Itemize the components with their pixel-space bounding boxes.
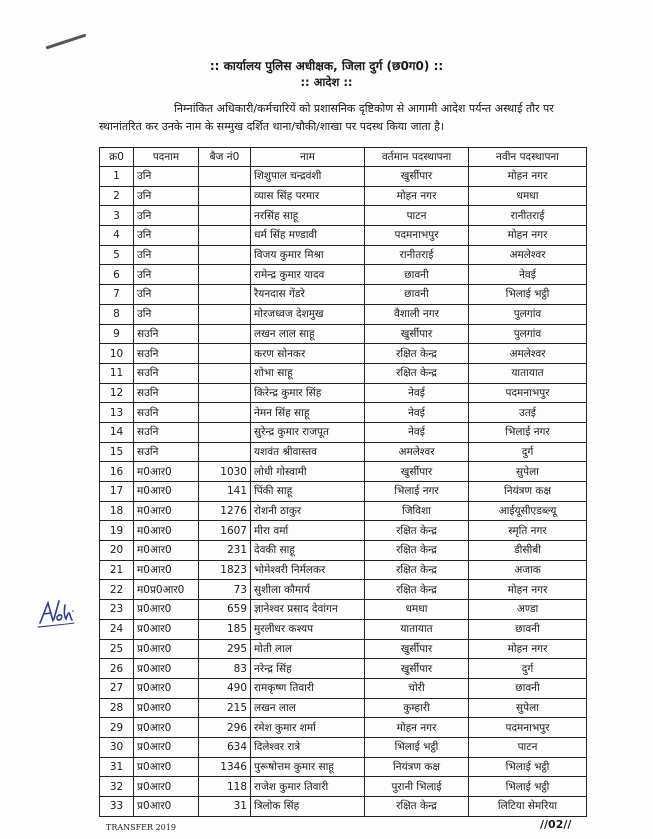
row-current-posting: पाटन xyxy=(365,206,469,226)
table-row xyxy=(100,285,587,305)
row-rank: उनि xyxy=(134,206,199,226)
table-row xyxy=(100,206,587,226)
row-name: धर्म सिंह मण्डावी xyxy=(251,226,365,246)
row-serial: 26 xyxy=(100,659,134,679)
table-row xyxy=(100,619,587,639)
row-rank: उनि xyxy=(134,245,199,265)
row-serial: 21 xyxy=(100,560,134,580)
row-new-posting: भिलाई भट्ठी xyxy=(469,757,587,777)
row-rank: उनि xyxy=(134,226,199,246)
row-rank: सउनि xyxy=(134,383,199,403)
row-current-posting: रक्षित केन्द्र xyxy=(365,797,469,817)
row-serial: 11 xyxy=(100,363,134,383)
row-serial: 29 xyxy=(100,718,134,738)
row-badge: 185 xyxy=(199,619,251,639)
row-rank: सउनि xyxy=(134,442,199,462)
row-current-posting: छावनी xyxy=(365,285,469,305)
row-rank: सउनि xyxy=(134,403,199,423)
page-number: //02// xyxy=(540,818,572,831)
transfer-table xyxy=(99,147,587,817)
row-current-posting: खुर्सीपार xyxy=(365,639,469,659)
row-rank: सउनि xyxy=(134,324,199,344)
row-current-posting: वैशाली नगर xyxy=(365,304,469,324)
col-current-posting: वर्तमान पदस्थापना xyxy=(365,148,469,167)
row-serial: 2 xyxy=(100,186,134,206)
row-name: नरेन्द्र सिंह xyxy=(251,659,365,679)
table-row xyxy=(100,639,587,659)
row-new-posting: दुर्ग xyxy=(469,442,587,462)
row-badge xyxy=(199,186,251,206)
pen-mark xyxy=(46,34,87,50)
row-rank: प्र0आर0 xyxy=(134,600,199,620)
row-serial: 8 xyxy=(100,304,134,324)
row-badge xyxy=(199,422,251,442)
row-current-posting: खुर्सीपार xyxy=(365,167,469,187)
row-badge: 141 xyxy=(199,482,251,502)
row-current-posting: भिलाई भट्ठी xyxy=(365,737,469,757)
row-current-posting: मोहन नगर xyxy=(365,186,469,206)
row-serial: 6 xyxy=(100,265,134,285)
row-badge xyxy=(199,403,251,423)
row-new-posting: रानीतराई xyxy=(469,206,587,226)
row-new-posting: भिलाई भट्ठी xyxy=(469,777,587,797)
row-new-posting: लिटिया सेमरिया xyxy=(469,797,587,817)
row-serial: 23 xyxy=(100,600,134,620)
row-name: विजय कुमार मिश्रा xyxy=(251,245,365,265)
row-current-posting: रक्षित केन्द्र xyxy=(365,541,469,561)
row-name: रोशनी ठाकुर xyxy=(251,501,365,521)
row-badge: 296 xyxy=(199,718,251,738)
row-serial: 25 xyxy=(100,639,134,659)
row-current-posting: चोरी xyxy=(365,678,469,698)
row-current-posting: नेवई xyxy=(365,383,469,403)
row-serial: 32 xyxy=(100,777,134,797)
row-new-posting: पुलगांव xyxy=(469,304,587,324)
row-badge: 215 xyxy=(199,698,251,718)
row-name: पुरूषोत्तम कुमार साहू xyxy=(251,757,365,777)
row-rank: प्र0आर0 xyxy=(134,619,199,639)
row-name: शोभा साहू xyxy=(251,363,365,383)
row-current-posting: नेवई xyxy=(365,403,469,423)
row-name: नरसिंह साहू xyxy=(251,206,365,226)
row-current-posting: नेवई xyxy=(365,422,469,442)
row-serial: 5 xyxy=(100,245,134,265)
row-new-posting: आईयूसीएडब्ल्यू xyxy=(469,501,587,521)
row-name: व्यास सिंह परमार xyxy=(251,186,365,206)
table-row xyxy=(100,580,587,600)
table-row xyxy=(100,560,587,580)
row-name: सुशीला कौमार्य xyxy=(251,580,365,600)
row-serial: 4 xyxy=(100,226,134,246)
row-badge xyxy=(199,206,251,226)
row-serial: 9 xyxy=(100,324,134,344)
table-row xyxy=(100,226,587,246)
row-new-posting: मोहन नगर xyxy=(469,580,587,600)
row-name: रैयनदास गेंडरे xyxy=(251,285,365,305)
row-current-posting: रक्षित केन्द्र xyxy=(365,363,469,383)
row-badge: 83 xyxy=(199,659,251,679)
row-rank: प्र0आर0 xyxy=(134,639,199,659)
row-serial: 19 xyxy=(100,521,134,541)
row-current-posting: खुर्सीपार xyxy=(365,462,469,482)
row-serial: 10 xyxy=(100,344,134,364)
row-current-posting: भिलाई नगर xyxy=(365,482,469,502)
row-rank: सउनि xyxy=(134,363,199,383)
row-rank: उनि xyxy=(134,167,199,187)
row-rank: प्र0आर0 xyxy=(134,718,199,738)
row-rank: प्र0आर0 xyxy=(134,698,199,718)
row-new-posting: छावनी xyxy=(469,678,587,698)
table-row xyxy=(100,462,587,482)
row-current-posting: खुर्सीपार xyxy=(365,659,469,679)
row-current-posting: रक्षित केन्द्र xyxy=(365,344,469,364)
footer-label: TRANSFER 2019 xyxy=(106,823,176,832)
row-serial: 3 xyxy=(100,206,134,226)
row-name: किरेन्द्र कुमार सिंह xyxy=(251,383,365,403)
row-badge: 1030 xyxy=(199,462,251,482)
row-name: ज्ञानेश्वर प्रसाद देवांगन xyxy=(251,600,365,620)
row-badge: 490 xyxy=(199,678,251,698)
row-name: लखन लाल साहू xyxy=(251,324,365,344)
row-new-posting: अजाक xyxy=(469,560,587,580)
row-rank: प्र0आर0 xyxy=(134,737,199,757)
row-new-posting: सुपेला xyxy=(469,698,587,718)
order-paragraph xyxy=(99,100,574,136)
row-current-posting: रक्षित केन्द्र xyxy=(365,521,469,541)
row-new-posting: पाटन xyxy=(469,737,587,757)
row-serial: 7 xyxy=(100,285,134,305)
row-name: करण सोनकर xyxy=(251,344,365,364)
row-badge: 1346 xyxy=(199,757,251,777)
row-badge xyxy=(199,324,251,344)
table-row xyxy=(100,324,587,344)
row-name: नेमन सिंह साहू xyxy=(251,403,365,423)
row-badge: 295 xyxy=(199,639,251,659)
row-serial: 31 xyxy=(100,757,134,777)
row-rank: उनि xyxy=(134,186,199,206)
office-heading: :: कार्यालय पुलिस अधीक्षक, जिला दुर्ग (छ0ग0) :: xyxy=(209,59,444,73)
table-row xyxy=(100,422,587,442)
order-heading: :: आदेश :: xyxy=(300,75,353,89)
row-rank: प्र0आर0 xyxy=(134,757,199,777)
row-name: लखन लाल xyxy=(251,698,365,718)
row-new-posting: भिलाई भट्ठी xyxy=(469,285,587,305)
row-rank: प्र0आर0 xyxy=(134,678,199,698)
col-new-posting: नवीन पदस्थापना xyxy=(469,148,587,167)
table-row xyxy=(100,659,587,679)
handwritten-signature xyxy=(36,597,76,629)
table-row xyxy=(100,265,587,285)
row-new-posting: पदमनाभपुर xyxy=(469,718,587,738)
col-serial: क्र0 xyxy=(100,148,134,167)
row-badge xyxy=(199,226,251,246)
row-serial: 33 xyxy=(100,797,134,817)
row-name: रामेन्द्र कुमार यादव xyxy=(251,265,365,285)
row-badge xyxy=(199,383,251,403)
row-serial: 12 xyxy=(100,383,134,403)
table-row xyxy=(100,737,587,757)
row-serial: 30 xyxy=(100,737,134,757)
row-badge: 118 xyxy=(199,777,251,797)
row-new-posting: नियंत्रण कक्ष xyxy=(469,482,587,502)
table-row xyxy=(100,678,587,698)
row-current-posting: पुरानी भिलाई xyxy=(365,777,469,797)
row-rank: म0आर0 xyxy=(134,521,199,541)
row-new-posting: सुपेला xyxy=(469,462,587,482)
row-badge: 1276 xyxy=(199,501,251,521)
row-rank: म0आर0 xyxy=(134,482,199,502)
row-current-posting: मोहन नगर xyxy=(365,718,469,738)
row-rank: म0आर0 xyxy=(134,462,199,482)
row-rank: उनि xyxy=(134,285,199,305)
row-badge xyxy=(199,363,251,383)
row-serial: 15 xyxy=(100,442,134,462)
row-badge: 634 xyxy=(199,737,251,757)
row-current-posting: रक्षित केन्द्र xyxy=(365,560,469,580)
row-new-posting: डीसीबी xyxy=(469,541,587,561)
row-rank: प्र0आर0 xyxy=(134,797,199,817)
order-paragraph-text: निम्नांकित अधिकारी/कर्मचारियें को प्रशासनिक दृष्टिकोण से आगामी आदेश पर्यन्त अस्थाई तौर पर स्थानांतरित कर उनके नाम के सम्मुख दर्शित थाना/चौकी/शाखा पर पदस्थ किया जाता है। xyxy=(99,102,554,133)
row-current-posting: रक्षित केन्द्र xyxy=(365,580,469,600)
row-serial: 16 xyxy=(100,462,134,482)
row-rank: म0प्र0आर0 xyxy=(134,580,199,600)
row-badge: 1823 xyxy=(199,560,251,580)
row-name: यशवंत श्रीवास्तव xyxy=(251,442,365,462)
table-header-row xyxy=(100,148,587,167)
row-name: मुरलीधर कश्यप xyxy=(251,619,365,639)
row-badge xyxy=(199,304,251,324)
table-row xyxy=(100,698,587,718)
row-name: देवकी साहू xyxy=(251,541,365,561)
row-rank: उनि xyxy=(134,304,199,324)
row-new-posting: मोहन नगर xyxy=(469,639,587,659)
row-name: दिलेश्वर रात्रे xyxy=(251,737,365,757)
row-name: शिशुपाल चन्द्रवंशी xyxy=(251,167,365,187)
row-name: सुरेन्द्र कुमार राजपूत xyxy=(251,422,365,442)
row-new-posting: यातायात xyxy=(469,363,587,383)
table-row xyxy=(100,442,587,462)
row-name: मोती लाल xyxy=(251,639,365,659)
row-current-posting: नियंत्रण कक्ष xyxy=(365,757,469,777)
row-serial: 22 xyxy=(100,580,134,600)
row-new-posting: मोहन नगर xyxy=(469,226,587,246)
row-new-posting: अमलेश्वर xyxy=(469,344,587,364)
table-row xyxy=(100,777,587,797)
row-rank: प्र0आर0 xyxy=(134,777,199,797)
row-new-posting: छावनी xyxy=(469,619,587,639)
row-name: पिंकी साहू xyxy=(251,482,365,502)
row-name: मीरा वर्मा xyxy=(251,521,365,541)
row-new-posting: भिलाई नगर xyxy=(469,422,587,442)
table-row xyxy=(100,501,587,521)
row-badge: 1607 xyxy=(199,521,251,541)
table-row xyxy=(100,541,587,561)
row-current-posting: खुर्सीपार xyxy=(365,324,469,344)
row-serial: 24 xyxy=(100,619,134,639)
row-current-posting: पदमनाभपुर xyxy=(365,226,469,246)
row-serial: 20 xyxy=(100,541,134,561)
row-badge: 231 xyxy=(199,541,251,561)
table-row xyxy=(100,482,587,502)
row-name: रमेश कुमार शर्मा xyxy=(251,718,365,738)
row-name: रामकृष्ण तिवारी xyxy=(251,678,365,698)
row-new-posting: दुर्ग xyxy=(469,659,587,679)
table-row xyxy=(100,186,587,206)
table-row xyxy=(100,521,587,541)
row-new-posting: पदमनाभपुर xyxy=(469,383,587,403)
row-rank: म0आर0 xyxy=(134,541,199,561)
row-badge: 73 xyxy=(199,580,251,600)
row-serial: 13 xyxy=(100,403,134,423)
row-new-posting: पुलगांव xyxy=(469,324,587,344)
row-name: लोधी गोस्वामी xyxy=(251,462,365,482)
row-badge xyxy=(199,344,251,364)
row-badge xyxy=(199,442,251,462)
row-name: राजेश कुमार तिवारी xyxy=(251,777,365,797)
row-current-posting: कुम्हारी xyxy=(365,698,469,718)
row-current-posting: जिविशा xyxy=(365,501,469,521)
row-new-posting: मोहन नगर xyxy=(469,167,587,187)
row-new-posting: स्मृति नगर xyxy=(469,521,587,541)
row-current-posting: रानीतराई xyxy=(365,245,469,265)
row-rank: प्र0आर0 xyxy=(134,659,199,679)
table-row xyxy=(100,363,587,383)
row-name: भोमेश्वरी निर्मलकर xyxy=(251,560,365,580)
table-row xyxy=(100,304,587,324)
table-row xyxy=(100,718,587,738)
row-serial: 27 xyxy=(100,678,134,698)
row-rank: म0आर0 xyxy=(134,501,199,521)
row-badge: 659 xyxy=(199,600,251,620)
row-rank: म0आर0 xyxy=(134,560,199,580)
row-name: त्रिलोक सिंह xyxy=(251,797,365,817)
row-serial: 17 xyxy=(100,482,134,502)
row-serial: 1 xyxy=(100,167,134,187)
row-rank: सउनि xyxy=(134,344,199,364)
row-badge: 31 xyxy=(199,797,251,817)
col-rank: पदनाम xyxy=(134,148,199,167)
row-new-posting: अमलेश्वर xyxy=(469,245,587,265)
table-row xyxy=(100,245,587,265)
row-current-posting: धमधा xyxy=(365,600,469,620)
row-name: मोरजध्वज देशमुख xyxy=(251,304,365,324)
row-new-posting: अण्डा xyxy=(469,600,587,620)
row-serial: 18 xyxy=(100,501,134,521)
row-current-posting: यातायात xyxy=(365,619,469,639)
row-badge xyxy=(199,265,251,285)
table-row xyxy=(100,167,587,187)
row-badge xyxy=(199,285,251,305)
row-new-posting: उतई xyxy=(469,403,587,423)
col-name: नाम xyxy=(251,148,365,167)
row-current-posting: छावनी xyxy=(365,265,469,285)
table-row xyxy=(100,757,587,777)
row-rank: सउनि xyxy=(134,422,199,442)
row-rank: उनि xyxy=(134,265,199,285)
row-current-posting: अमलेश्वर xyxy=(365,442,469,462)
table-row xyxy=(100,383,587,403)
row-badge xyxy=(199,167,251,187)
col-badge: बैज नं0 xyxy=(199,148,251,167)
table-row xyxy=(100,344,587,364)
table-row xyxy=(100,403,587,423)
table-row xyxy=(100,600,587,620)
row-new-posting: नेवई xyxy=(469,265,587,285)
table-row xyxy=(100,797,587,817)
row-serial: 14 xyxy=(100,422,134,442)
row-serial: 28 xyxy=(100,698,134,718)
row-new-posting: धमधा xyxy=(469,186,587,206)
row-badge xyxy=(199,245,251,265)
